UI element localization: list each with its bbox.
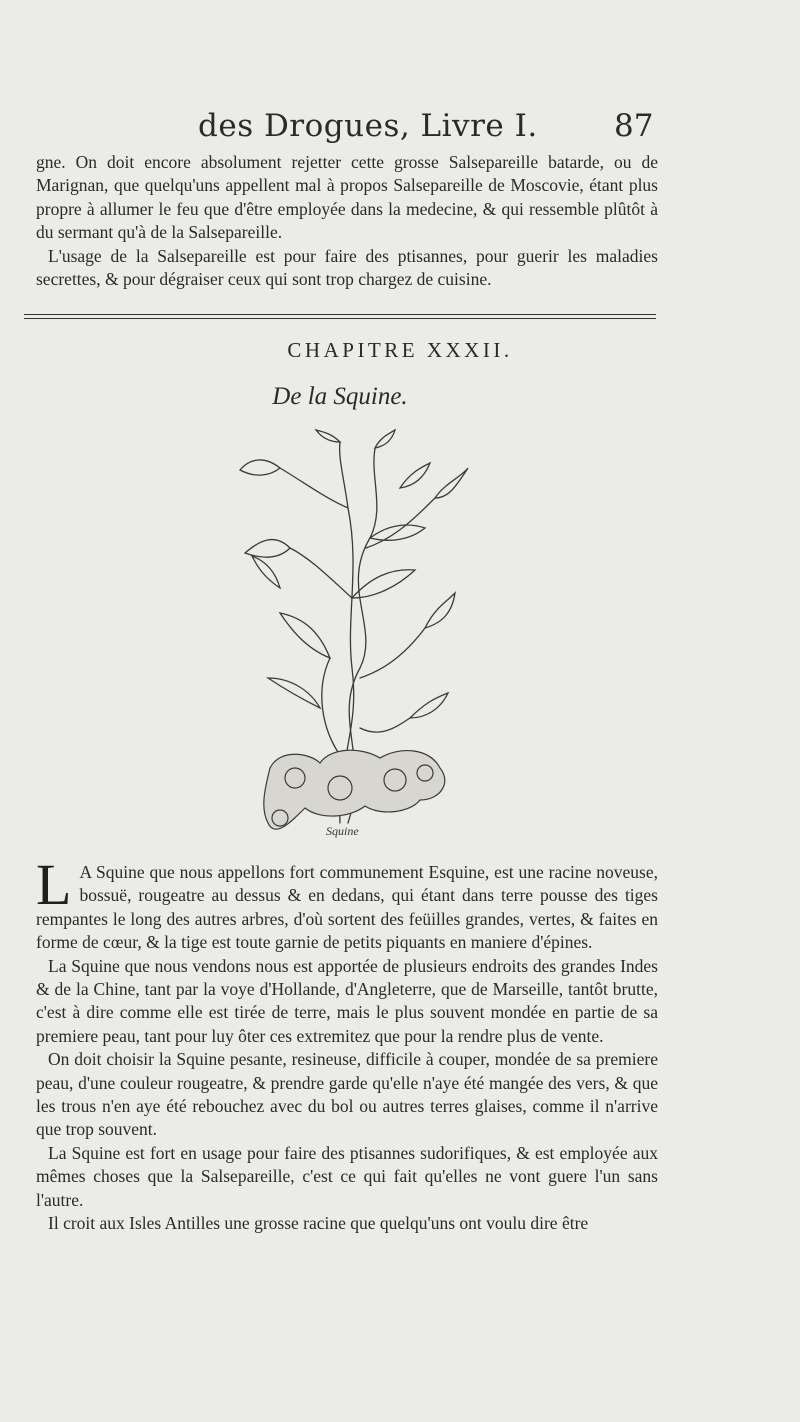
drop-cap: L: [36, 852, 72, 917]
paragraph: On doit choisir la Squine pesante, resineuse, difficile à couper, mondée de sa premiere peau, d'une couleur rougeatre, & prendre garde qu'elle n'aye été mangée des vers, & que les trous n'en aye été rebouchez avec du bol ou autres terres glaises, comme il n'arrive que trop souvent.: [36, 1049, 658, 1140]
chapter-title: De la Squine.: [272, 383, 408, 410]
paragraph: [36, 852, 658, 955]
paragraph: La Squine que nous vendons nous est apportée de plusieurs endroits des grandes Indes & de la Chine, tant par la voye d'Hollande, d'Angleterre, que de Marseille, tantôt brutte, c'est à dire comme elle est tirée de terre, mais le plus souvent mondée en partie de sa premiere peau, tant pour luy ôter ces extremitez que pour la rendre plus de vente.: [36, 955, 658, 1046]
paragraph: gne. On doit encore absolument rejetter cette grosse Salsepareille batarde, ou de Marignan, que quelqu'uns appellent mal à propos Salsepareille de Moscovie, étant plus propre à allumer le feu que d'être employée dans la medecine, & qui ressemble plûtôt à du sermant qu'à de la Salsepareille.: [36, 152, 658, 243]
plate-caption: Squine: [326, 824, 359, 838]
squine-plant-engraving: [220, 428, 470, 858]
chapter-heading: CHAPITRE XXXII.: [287, 338, 513, 362]
section-divider: [24, 314, 656, 315]
paragraph: La Squine est fort en usage pour faire des ptisannes sudorifiques, & est employée aux mêmes choses que la Salsepareille, c'est ce qui fait qu'elles ne vont guere l'un sans l'autre.: [36, 1142, 658, 1210]
continued-text-block: [36, 151, 658, 291]
first-paragraph-text: A Squine que nous appellons fort communement Esquine, est une racine noveuse, bossuë, rougeatre au dessus & en dedans, qui étant dans terre pousse des tiges rempantes le long des autres arbres, d'où sortent des feüilles grandes, vertes, & faites en forme de cœur, & la tige est toute garnie de petits piquants en maniere d'épines.: [36, 862, 658, 953]
paragraph: L'usage de la Salsepareille est pour faire des ptisannes, pour guerir les maladies secrettes, & pour dégraiser ceux qui sont trop chargez de cuisine.: [36, 245, 658, 290]
main-text-block: [36, 852, 658, 1236]
paragraph: Il croit aux Isles Antilles une grosse racine que quelqu'uns ont voulu dire être: [48, 1213, 589, 1234]
running-header: [0, 108, 800, 148]
section-divider-inner: [24, 318, 656, 319]
running-title: des Drogues, Livre I.: [198, 108, 538, 144]
page-number: 87: [614, 108, 654, 144]
